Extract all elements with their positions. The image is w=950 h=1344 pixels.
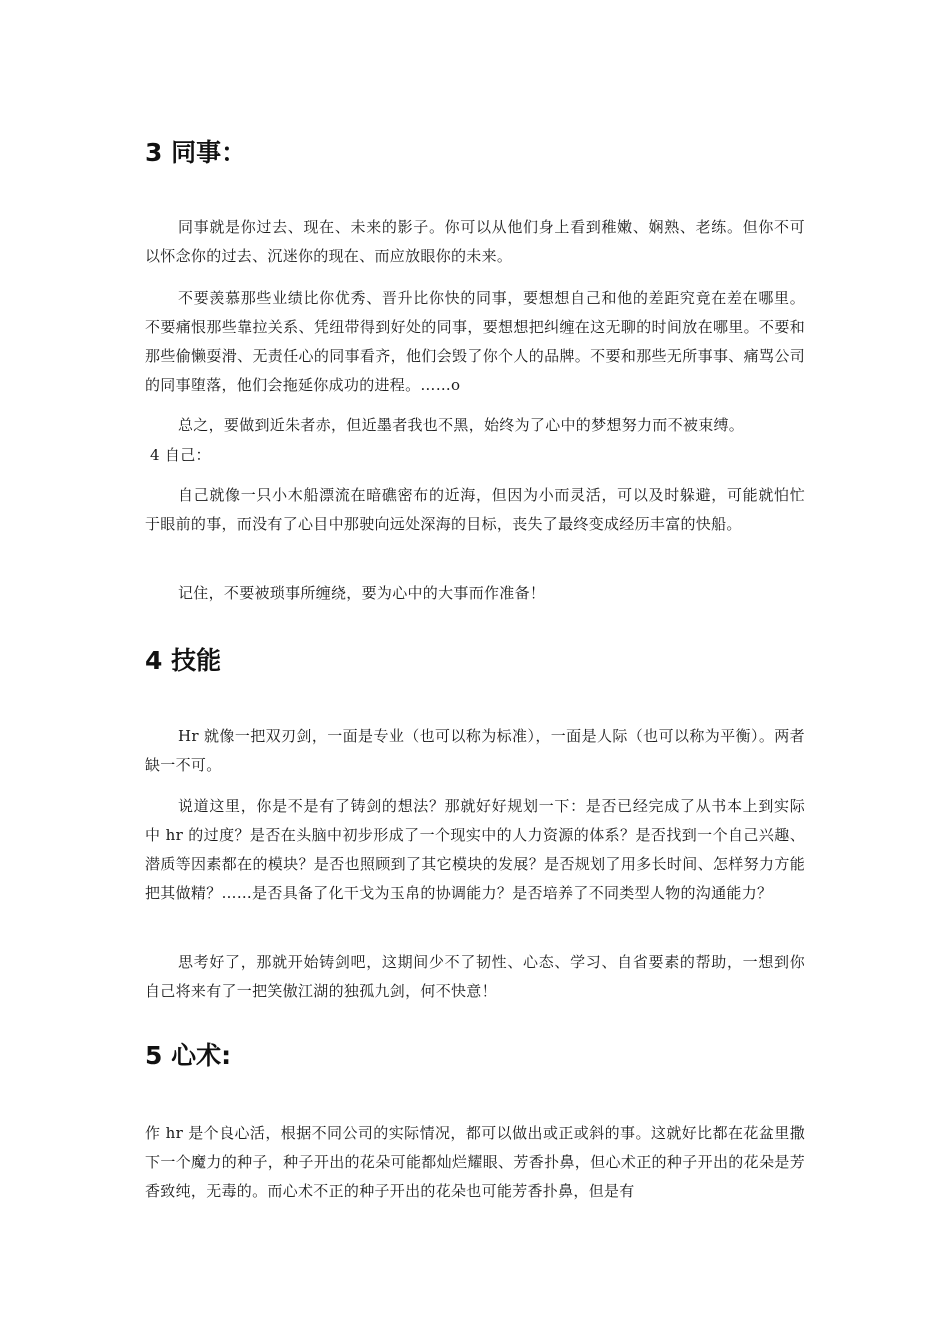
- paragraph: 自己就像一只小木船漂流在暗礁密布的近海，但因为小而灵活，可以及时躲避，可能就怕忙于眼前的事，而没有了心目中那驶向远处深海的目标，丧失了最终变成经历丰富的快船。: [145, 486, 805, 533]
- paragraph: 记住，不要被琐事所缠绕，要为心中的大事而作准备！: [178, 584, 546, 602]
- section-heading-mindset: 5 心术:: [145, 1041, 232, 1070]
- section-heading-skills: 4 技能: [145, 646, 222, 675]
- paragraph: Hr 就像一把双刃剑，一面是专业（也可以称为标准），一面是人际（也可以称为平衡）。两者缺一不可。: [145, 727, 805, 774]
- paragraph: 思考好了，那就开始铸剑吧，这期间少不了韧性、心态、学习、自省要素的帮助，一想到你自己将来有了一把笑傲江湖的独孤九剑，何不快意！: [145, 953, 805, 1000]
- paragraph: 总之，要做到近朱者赤，但近墨者我也不黑，始终为了心中的梦想努力而不被束缚。: [178, 416, 745, 434]
- paragraph: 不要羡慕那些业绩比你优秀、晋升比你快的同事，要想想自己和他的差距究竟在差在哪里。不要痛恨那些靠拉关系、凭纽带得到好处的同事，要想想把纠缠在这无聊的时间放在哪里。不要和那些偷懒耍滑、无责任心的同事看齐，他们会毁了你个人的品牌。不要和那些无所事事、痛骂公司的同事堕落，他们会拖延你成功的进程。……o: [145, 289, 805, 394]
- section-heading-colleagues: 3 同事：: [145, 138, 247, 167]
- paragraph: 同事就是你过去、现在、未来的影子。你可以从他们身上看到稚嫩、娴熟、老练。但你不可以怀念你的过去、沉迷你的现在、而应放眼你的未来。: [145, 218, 805, 265]
- subheading-self: 4 自己：: [150, 446, 211, 464]
- paragraph: 说道这里，你是不是有了铸剑的想法？那就好好规划一下：是否已经完成了从书本上到实际中 hr 的过度？是否在头脑中初步形成了一个现实中的人力资源的体系？是否找到一个自己兴趣、潜质等因素都在的模块？是否也照顾到了其它模块的发展？是否规划了用多长时间、怎样努力方能把其做精？……是否具备了化干戈为玉帛的协调能力？是否培养了不同类型人物的沟通能力？: [145, 797, 805, 902]
- paragraph: 作 hr 是个良心活，根据不同公司的实际情况，都可以做出或正或斜的事。这就好比都在花盆里撒下一个魔力的种子，种子开出的花朵可能都灿烂耀眼、芳香扑鼻，但心术正的种子开出的花朵是芳香致纯，无毒的。而心术不正的种子开出的花朵也可能芳香扑鼻，但是有: [145, 1124, 805, 1200]
